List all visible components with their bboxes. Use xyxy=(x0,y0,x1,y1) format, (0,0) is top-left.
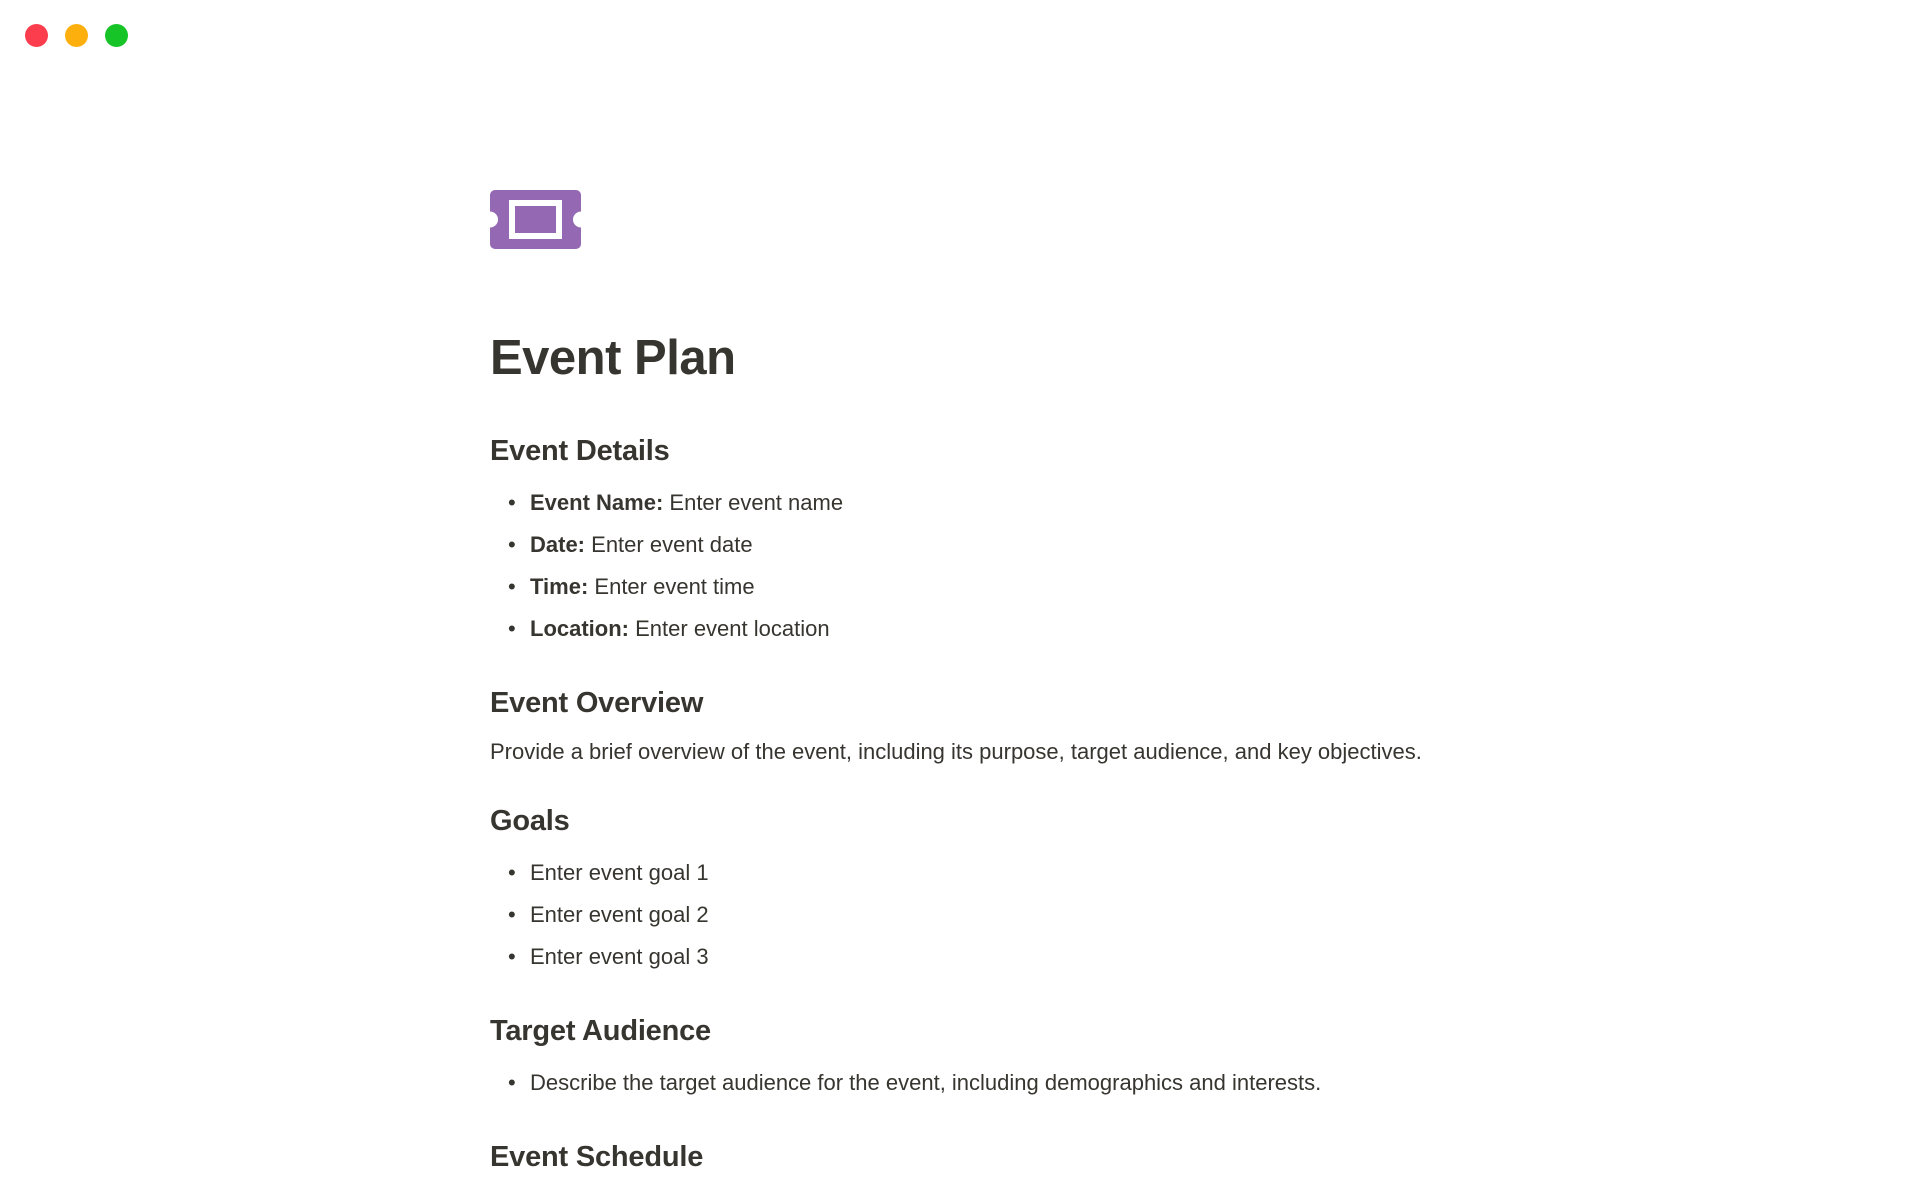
list-item-target-audience[interactable] xyxy=(508,1062,1435,1104)
bullet-label: Event Name: xyxy=(530,489,664,515)
bullet-label: Date: xyxy=(530,531,586,557)
window-controls xyxy=(25,24,128,47)
event-overview-paragraph[interactable]: Provide a brief overview of the event, including its purpose, target audience, and key objectives. xyxy=(490,739,1422,765)
bullet-text: Describe the target audience for the event, including demographics and interests. xyxy=(530,1069,1322,1095)
page-title[interactable]: Event Plan xyxy=(490,331,736,385)
section-heading-target-audience[interactable]: Target Audience xyxy=(490,1015,711,1048)
list-item-time[interactable] xyxy=(508,566,1435,608)
maximize-window-button[interactable] xyxy=(105,24,128,47)
event-details-list xyxy=(490,482,1435,650)
list-item-goal-3[interactable] xyxy=(508,936,1435,978)
bullet-label: Location: xyxy=(530,615,629,641)
page-icon-button[interactable] xyxy=(490,190,581,249)
list-item-goal-1[interactable] xyxy=(508,852,1435,894)
goals-list xyxy=(490,852,1435,978)
list-item-event-name[interactable] xyxy=(508,482,1435,524)
bullet-text: Enter event time xyxy=(594,573,755,599)
list-item-date[interactable] xyxy=(508,524,1435,566)
minimize-window-button[interactable] xyxy=(65,24,88,47)
section-heading-goals[interactable]: Goals xyxy=(490,805,570,838)
minimize-icon xyxy=(65,24,88,47)
bullet-label: Time: xyxy=(530,573,589,599)
close-icon xyxy=(25,24,48,47)
section-heading-event-schedule[interactable]: Event Schedule xyxy=(490,1140,704,1173)
document-page xyxy=(490,0,1435,1175)
bullet-text: Enter event goal 1 xyxy=(530,860,709,886)
ticket-icon xyxy=(490,190,581,249)
maximize-icon xyxy=(105,24,128,47)
section-heading-event-details[interactable]: Event Details xyxy=(490,434,670,467)
bullet-text: Enter event goal 3 xyxy=(530,944,709,970)
close-window-button[interactable] xyxy=(25,24,48,47)
target-audience-list xyxy=(490,1062,1435,1104)
bullet-text: Enter event goal 2 xyxy=(530,902,709,928)
bullet-text: Enter event location xyxy=(635,615,830,641)
bullet-text: Enter event date xyxy=(591,531,753,557)
list-item-goal-2[interactable] xyxy=(508,894,1435,936)
list-item-location[interactable] xyxy=(508,608,1435,650)
bullet-text: Enter event name xyxy=(669,489,844,515)
section-heading-event-overview[interactable]: Event Overview xyxy=(490,686,704,719)
